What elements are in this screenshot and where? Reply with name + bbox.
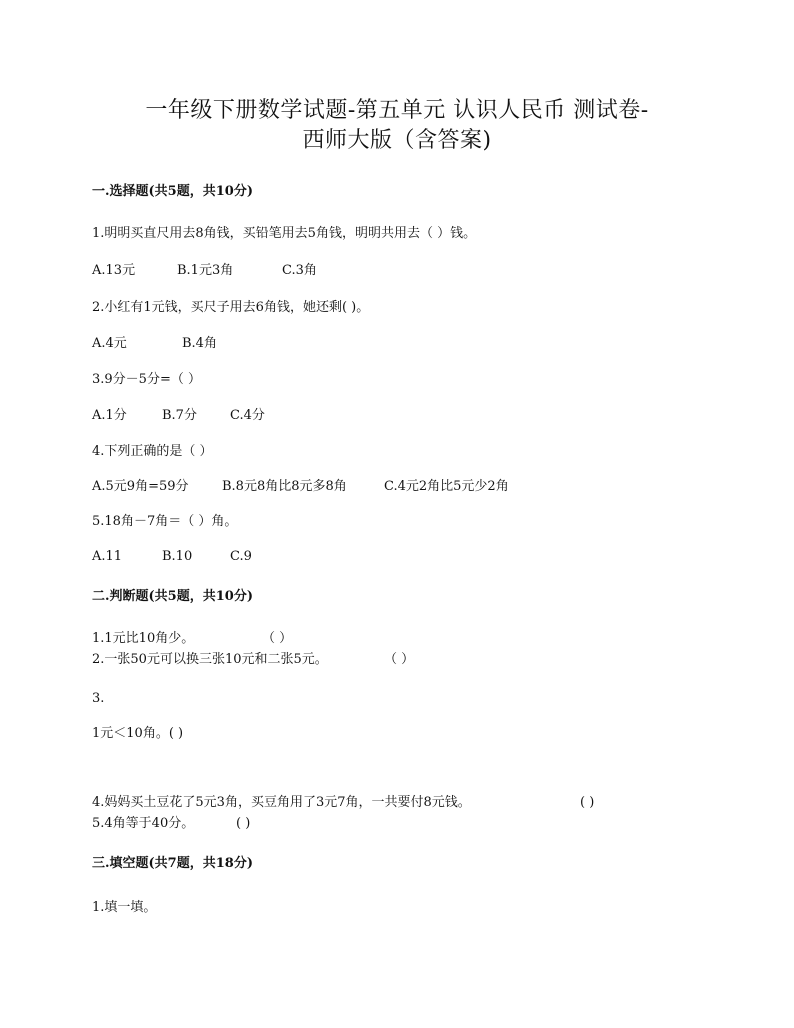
section-heading-fill: 三.填空题(共7题，共18分) [92,856,253,871]
q1-2-option-a: A.4元 [92,336,127,351]
q1-3-option-c: C.4分 [230,408,265,423]
q1-4-option-c: C.4元2角比5元少2角 [384,479,509,494]
q1-2-option-b: B.4角 [182,336,217,351]
document-title-line-2: 西师大版（含答案) [302,128,492,153]
q1-5-option-c: C.9 [230,549,252,564]
question-2-3: 1元＜10角。( ) [92,726,184,741]
section-heading-judge: 二.判断题(共5题，共10分) [92,589,253,604]
question-1-4: 4.下列正确的是（ ） [92,444,213,459]
section-heading-choice: 一.选择题(共5题，共10分) [92,184,253,199]
q2-1-answer-paren: （ ） [262,631,293,646]
document-title-line-1: 一年级下册数学试题-第五单元 认识人民币 测试卷- [145,98,649,123]
q2-4-answer-paren: ( ) [580,795,595,810]
q2-5-answer-paren: ( ) [236,816,251,831]
question-1-1: 1.明明买直尺用去8角钱，买铅笔用去5角钱，明明共用去（ ）钱。 [92,226,477,241]
q1-1-option-a: A.13元 [92,263,136,278]
q1-3-option-b: B.7分 [162,408,197,423]
q1-5-option-a: A.11 [92,549,123,564]
q1-5-option-b: B.10 [162,549,193,564]
q1-3-option-a: A.1分 [92,408,127,423]
question-1-2: 2.小红有1元钱，买尺子用去6角钱，她还剩( )。 [92,300,370,315]
q1-1-option-b: B.1元3角 [177,263,234,278]
question-2-4: 4.妈妈买土豆花了5元3角，买豆角用了3元7角，一共要付8元钱。 [92,795,471,810]
q1-1-option-c: C.3角 [282,263,317,278]
question-3-1: 1.填一填。 [92,900,157,915]
question-1-5: 5.18角－7角＝（ ）角。 [92,514,238,529]
q1-4-option-a: A.5元9角=59分 [92,479,189,494]
question-2-1: 1.1元比10角少。 [92,631,195,646]
q2-2-answer-paren: （ ） [384,652,415,667]
q1-4-option-b: B.8元8角比8元多8角 [222,479,347,494]
question-1-3: 3.9分－5分=（ ） [92,372,201,387]
question-2-3-number: 3. [92,691,105,706]
question-2-5: 5.4角等于40分。 [92,816,195,831]
question-2-2: 2.一张50元可以换三张10元和二张5元。 [92,652,328,667]
